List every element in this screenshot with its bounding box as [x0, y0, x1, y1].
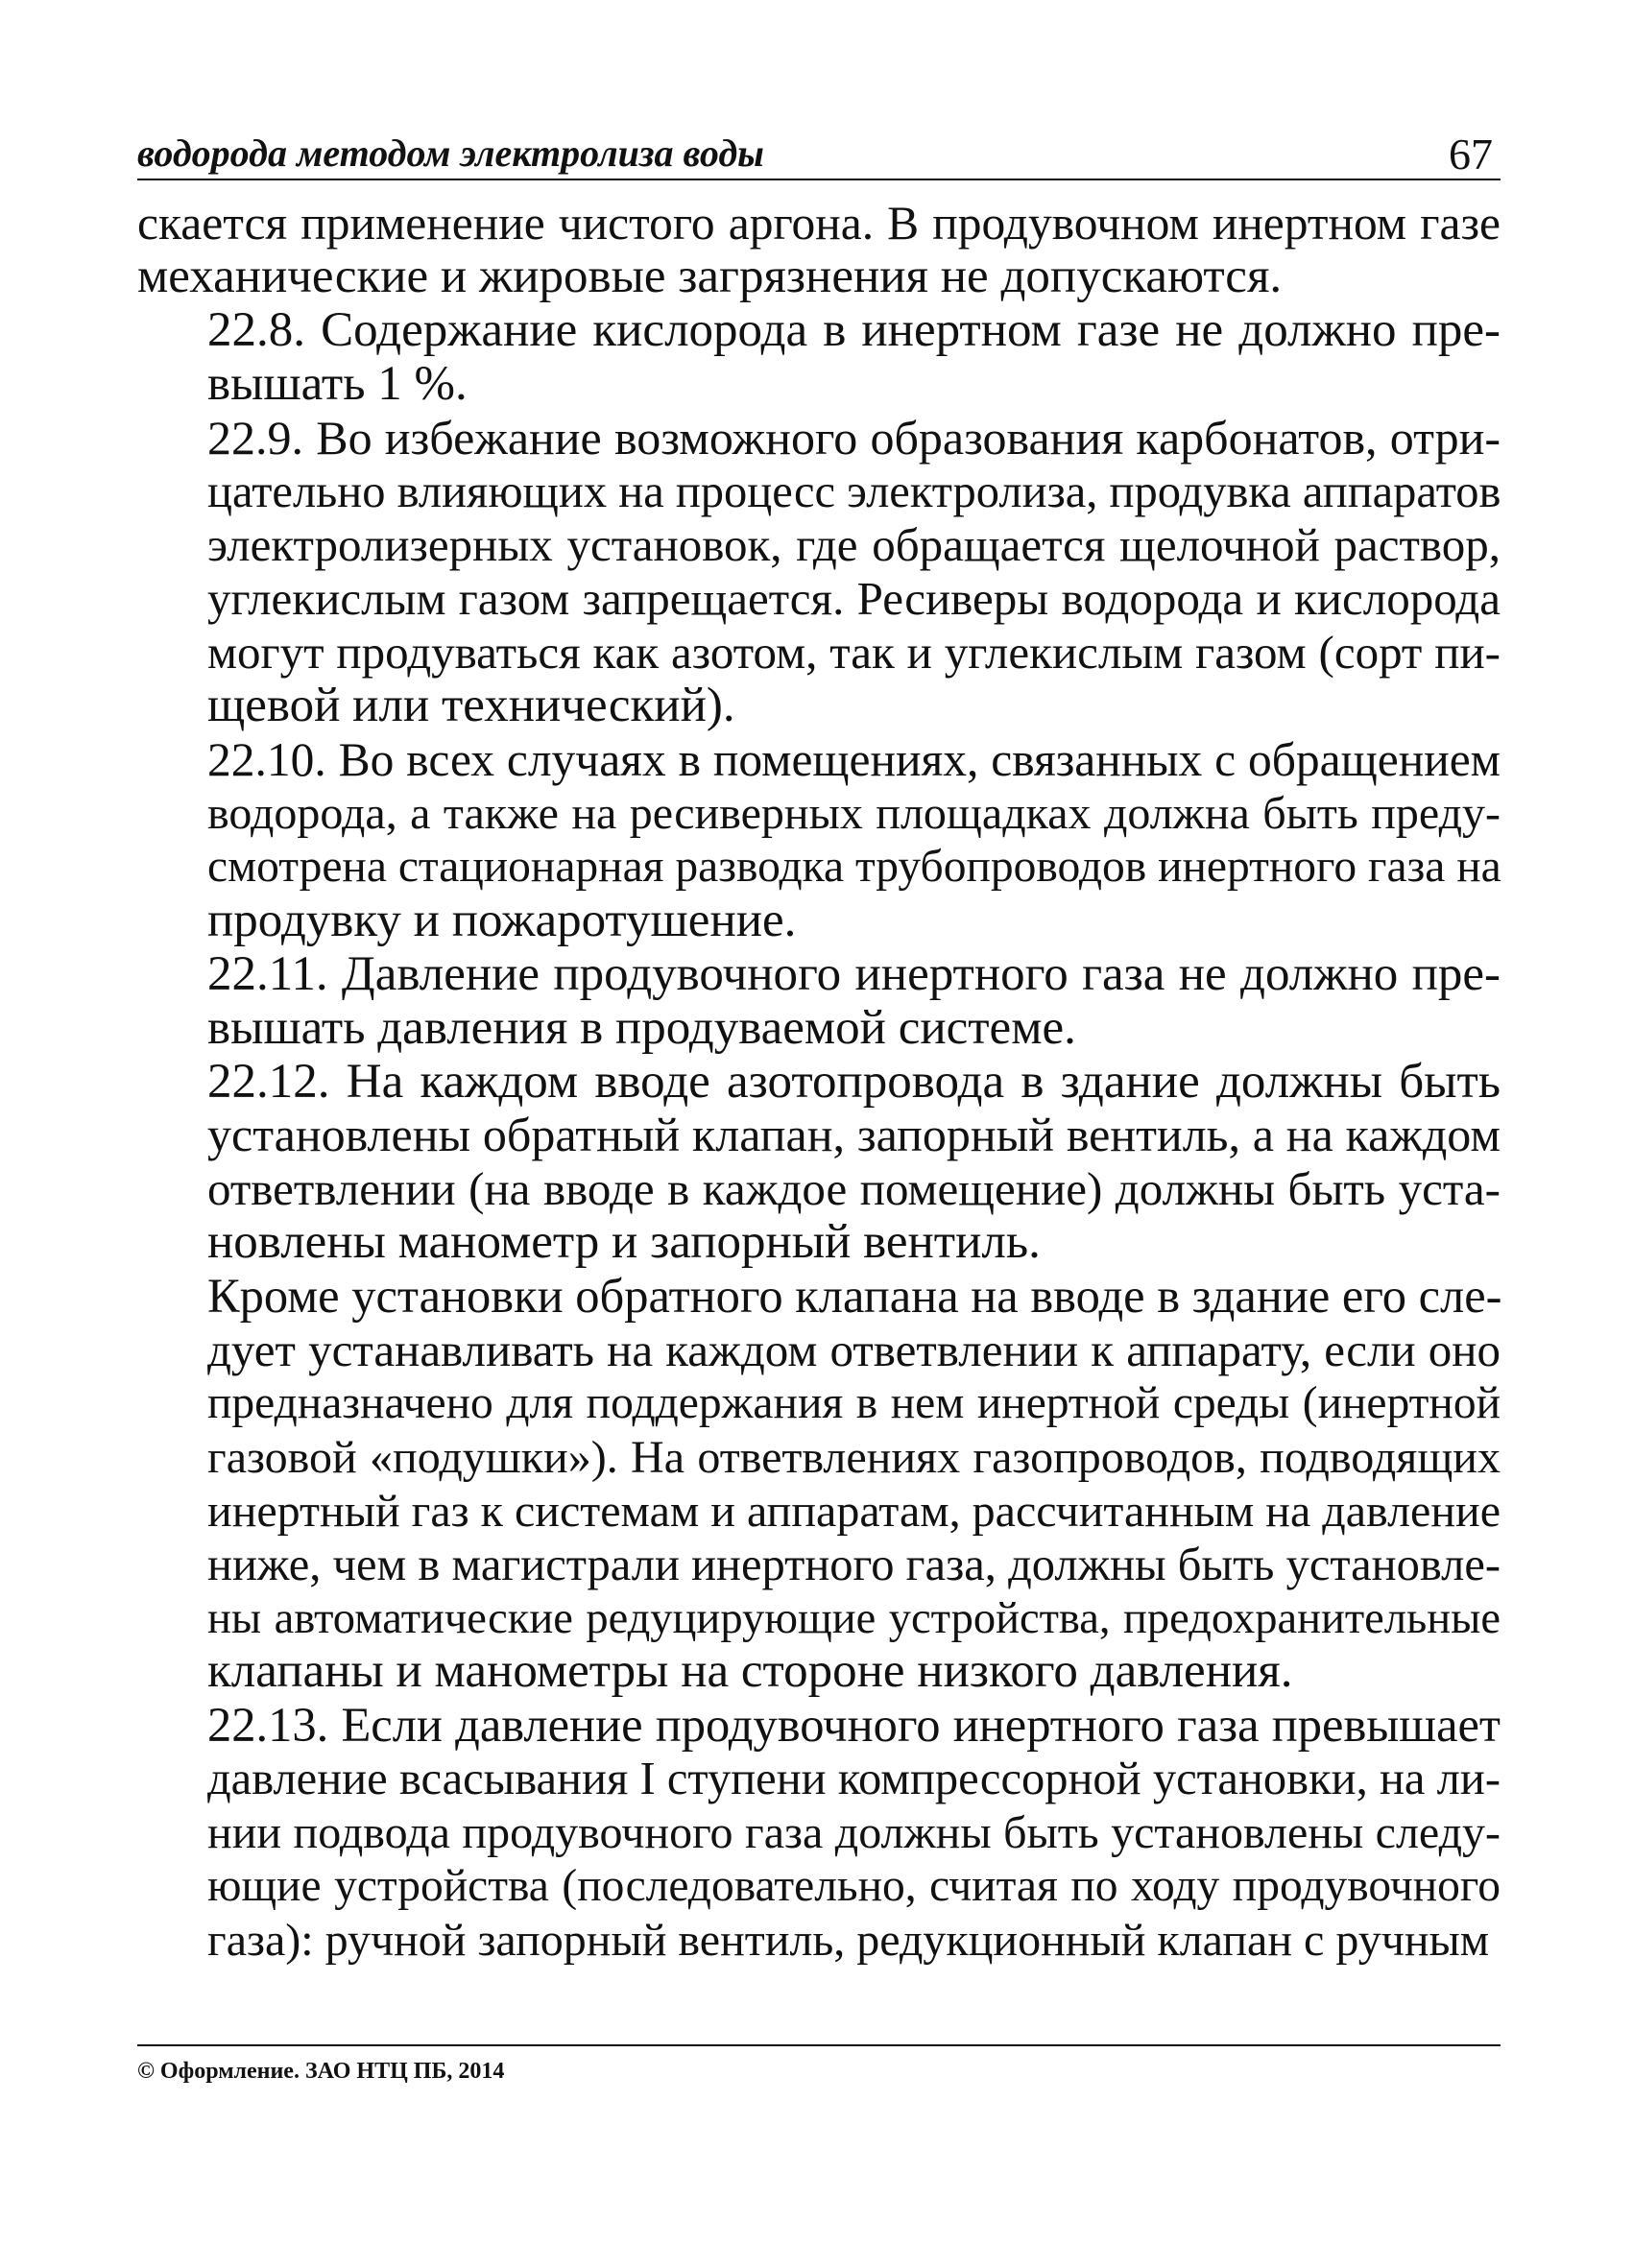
text-line: новлены манометр и запорный вентиль.: [207, 1215, 1041, 1270]
text-line: газовой «подушки»). На ответвлениях газопроводов, подводящих: [207, 1431, 1501, 1483]
text-line: 22.13. Если давление продувочного инертного газа превышает: [207, 1698, 1501, 1753]
text-line: 22.12. На каждом вводе азотопровода в здание должны быть: [207, 1054, 1501, 1109]
page-number: 67: [1449, 130, 1493, 179]
paragraph: [137, 304, 1501, 412]
text-line: инертный газ к системам и аппаратам, рассчитанным на давление: [207, 1485, 1501, 1537]
paragraph: [137, 1270, 1501, 1699]
text-line: 22.9. Во избежание возможного образования карбонатов, отри-: [207, 410, 1501, 465]
body-text: [137, 197, 1501, 1968]
text-line: ответвлении (на вводе в каждое помещение) должны быть уста-: [207, 1162, 1501, 1216]
text-line: цательно влияющих на процесс электролиза, продувка аппаратов: [207, 466, 1501, 517]
text-line: 22.8. Содержание кислорода в инертном газе не должно пре-: [207, 302, 1501, 357]
text-line: скается применение чистого аргона. В продувочном инертном газе: [137, 197, 1501, 250]
text-line: продувку и пожаротушение.: [207, 893, 797, 947]
text-line: дует устанавливать на каждом ответвлении к аппарату, если оно: [207, 1324, 1501, 1377]
paragraph: [137, 1056, 1501, 1271]
paragraph: [137, 733, 1501, 948]
text-line: углекислым газом запрещается. Ресиверы водорода и кислорода: [207, 572, 1501, 626]
text-line: щевой или технический).: [207, 679, 735, 733]
text-line: могут продуваться как азотом, так и углекислым газом (сорт пи-: [207, 626, 1501, 680]
text-line: Кроме установки обратного клапана на вводе в здание его сле-: [207, 1269, 1502, 1324]
text-line: ны автоматические редуцирующие устройства, предохранительные: [207, 1593, 1501, 1643]
paragraph: [137, 1699, 1501, 1968]
text-line: газа): ручной запорный вентиль, редукционный клапан с ручным: [207, 1915, 1490, 1966]
text-line: 22.11. Давление продувочного инертного газа не должно пре-: [207, 946, 1501, 1001]
text-line: 22.10. Во всех случаях в помещениях, связанных с обращением: [207, 733, 1501, 787]
footer: [137, 2044, 1501, 2083]
running-header-title: водорода методом электролиза воды: [137, 131, 764, 175]
text-line: ниже, чем в магистрали инертного газа, должны быть установле-: [207, 1539, 1501, 1590]
text-line: водорода, а также на ресиверных площадках должна быть преду-: [207, 787, 1501, 839]
text-line: смотрена стационарная разводка трубопроводов инертного газа на: [207, 841, 1501, 892]
text-line: вышать 1 %.: [207, 356, 468, 411]
running-header: [137, 123, 1501, 180]
text-line: нии подвода продувочного газа должны быть установлены следу-: [207, 1807, 1501, 1859]
text-line: установлены обратный клапан, запорный вентиль, а на каждом: [207, 1108, 1501, 1162]
text-line: вышать давления в продуваемой системе.: [207, 1000, 1076, 1055]
paragraph: [137, 197, 1501, 304]
copyright-notice: © Оформление. ЗАО НТЦ ПБ, 2014: [137, 2059, 505, 2084]
text-line: ющие устройства (последовательно, считая по ходу продувочного: [207, 1861, 1501, 1912]
text-line: предназначено для поддержания в нем инертной среды (инертной: [207, 1377, 1501, 1428]
text-line: давление всасывания I ступени компрессорной установки, на ли-: [207, 1754, 1501, 1805]
paragraph: [137, 948, 1501, 1056]
paragraph: [137, 412, 1501, 733]
text-line: клапаны и манометры на стороне низкого давления.: [207, 1644, 1293, 1699]
text-line: электролизерных установок, где обращается щелочной раствор,: [207, 518, 1501, 572]
text-line: механические и жировые загрязнения не допускаются.: [137, 249, 1283, 303]
